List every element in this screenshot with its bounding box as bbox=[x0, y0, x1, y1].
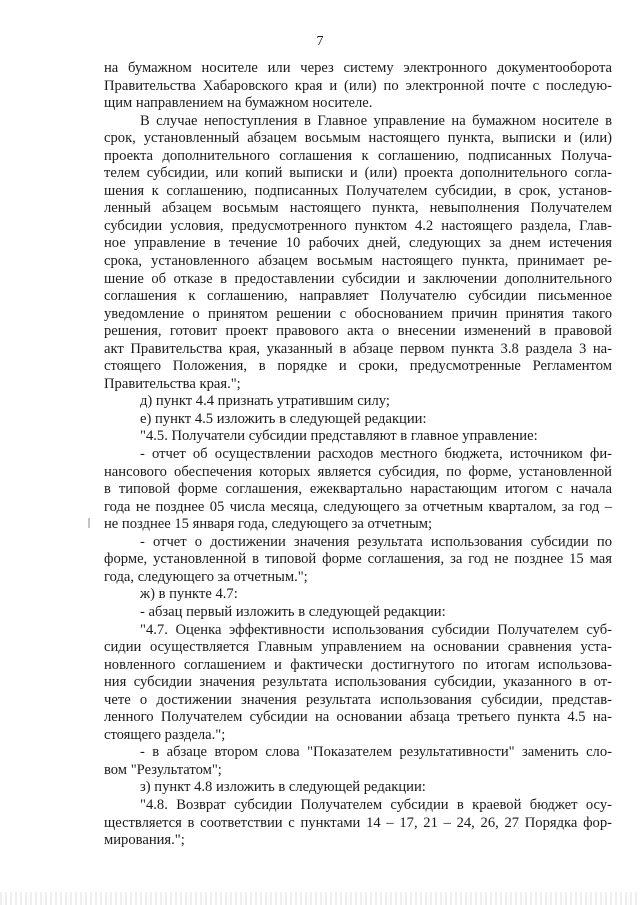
text-line: чете о достижении значения результата использования субсидии, представ- bbox=[104, 691, 612, 708]
text-line: решения, готовит проект правового акта о внесении изменений в правовой bbox=[104, 323, 612, 340]
text-line: - абзац первый изложить в следующей редакции: bbox=[140, 603, 446, 620]
text-line: - отчет о достижении значения результата использования субсидии по bbox=[140, 533, 612, 550]
margin-mark bbox=[88, 518, 90, 528]
text-line: новленного соглашением и фактически достигнутого по итогам использова- bbox=[104, 656, 612, 673]
text-line: уведомление о принятом решении с обоснованием причин принятия такого bbox=[104, 305, 612, 322]
text-line: не позднее 15 января года, следующего за отчетным; bbox=[104, 516, 433, 533]
text-line: - отчет об осуществлении расходов местного бюджета, источником фи- bbox=[140, 446, 612, 463]
text-line: года, следующего за отчетным."; bbox=[104, 568, 308, 585]
text-line: ное управление в течение 10 рабочих дней, следующих за днем истечения bbox=[104, 235, 612, 252]
text-line: е) пункт 4.5 изложить в следующей редакции: bbox=[140, 410, 427, 427]
page-number: 7 bbox=[316, 34, 324, 49]
text-line: вом "Результатом"; bbox=[104, 761, 222, 778]
text-line: нансового обеспечения которых является субсидия, по форме, установленной bbox=[104, 463, 612, 480]
text-line: телем субсидии, или копий выписки и (или) проекта дополнительного согла- bbox=[104, 165, 612, 182]
text-line: стоящего Положения, в порядке и сроки, предусмотренные Регламентом bbox=[104, 358, 612, 375]
text-line: Правительства края."; bbox=[104, 375, 241, 392]
document-body bbox=[104, 60, 612, 850]
text-line: ния субсидии значения результата использования субсидии, указанного в от- bbox=[104, 674, 612, 691]
text-line: з) пункт 4.8 изложить в следующей редакции: bbox=[140, 779, 426, 796]
text-line: соглашения к соглашению, направляет Получателю субсидии письменное bbox=[104, 288, 612, 305]
text-line: стоящего раздела."; bbox=[104, 726, 226, 743]
text-line: шения к соглашению, подписанных Получателем субсидии, в срок, установ- bbox=[104, 182, 612, 199]
text-line: щим направлением на бумажном носителе. bbox=[104, 95, 373, 112]
text-line: Правительства Хабаровского края и (или) по электронной почте с последую- bbox=[104, 77, 612, 94]
text-line: срока, установленного абзацем восьмым настоящего пункта, принимает ре- bbox=[104, 253, 612, 270]
text-line: "4.8. Возврат субсидии Получателем субсидии в краевой бюджет осу- bbox=[140, 796, 612, 813]
text-line: ж) в пункте 4.7: bbox=[140, 586, 238, 603]
text-line: шение об отказе в предоставлении субсидии и заключении дополнительного bbox=[104, 270, 612, 287]
text-line: ленный абзацем восьмым настоящего пункта, невыполнения Получателем bbox=[104, 200, 612, 217]
text-line: срок, установленный абзацем восьмым настоящего пункта, выписки и (или) bbox=[104, 130, 612, 147]
text-line: В случае непоступления в Главное управление на бумажном носителе в bbox=[140, 112, 612, 129]
text-line: проекта дополнительного соглашения к соглашению, подписанных Получа- bbox=[104, 147, 612, 164]
text-line: ществляется в соответствии с пунктами 14 – 17, 21 – 24, 26, 27 Порядка фор- bbox=[104, 814, 612, 831]
text-line: сидии осуществляется Главным управлением на основании сравнения уста- bbox=[104, 639, 612, 656]
text-line: на бумажном носителе или через систему электронного документооборота bbox=[104, 60, 612, 76]
text-line: д) пункт 4.4 признать утратившим силу; bbox=[140, 393, 390, 410]
text-line: субсидии условия, предусмотренного пунктом 4.2 настоящего раздела, Глав- bbox=[104, 217, 612, 234]
text-line: "4.5. Получатели субсидии представляют в главное управление: bbox=[140, 428, 538, 445]
text-line: года не позднее 05 числа месяца, следующего за отчетным кварталом, за год – bbox=[104, 498, 612, 515]
scan-edge-artifact bbox=[0, 892, 640, 905]
text-line: ленного Получателем субсидии на основании абзаца третьего пункта 4.5 на- bbox=[104, 709, 612, 726]
text-line: в типовой форме соглашения, ежеквартально нарастающим итогом с начала bbox=[104, 481, 612, 498]
text-line: "4.7. Оценка эффективности использования субсидии Получателем суб- bbox=[140, 621, 612, 638]
text-line: - в абзаце втором слова "Показателем результативности" заменить сло- bbox=[140, 744, 612, 761]
text-line: форме, установленной в типовой форме соглашения, за год не позднее 15 мая bbox=[104, 551, 612, 568]
text-line: мирования."; bbox=[104, 832, 185, 849]
text-line: акт Правительства края, указанный в абзаце первом пункта 3.8 раздела 3 на- bbox=[104, 340, 612, 357]
